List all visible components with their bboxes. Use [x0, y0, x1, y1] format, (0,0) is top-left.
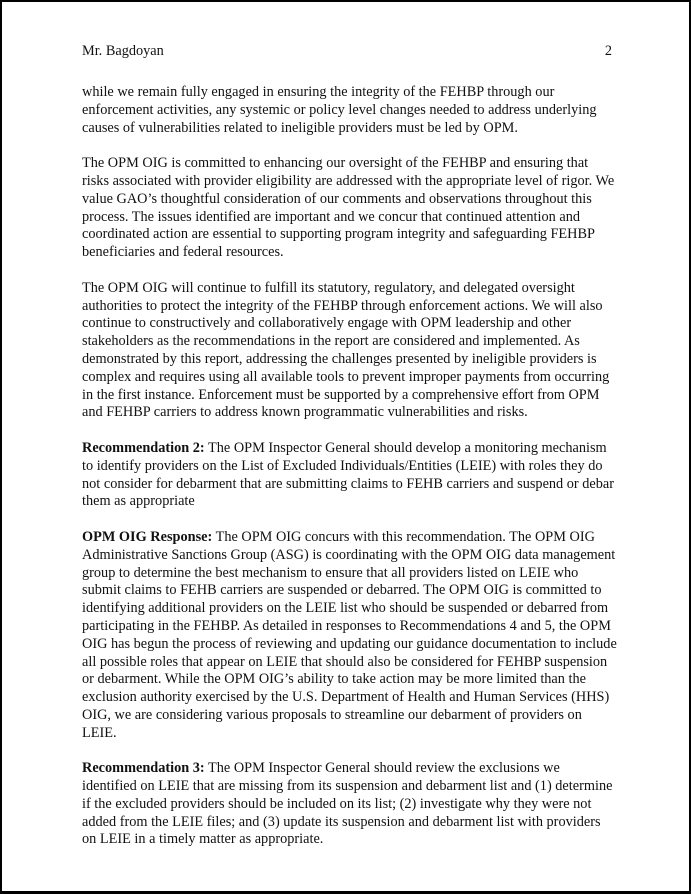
paragraph-commitment — [82, 155, 618, 262]
document-body — [82, 84, 618, 867]
recommendation-2-label: Recommendation 2: — [82, 439, 205, 456]
page-number: 2 — [604, 43, 612, 59]
paragraph-continuation — [82, 84, 618, 137]
oig-response — [82, 529, 618, 743]
recommendation-2 — [82, 440, 618, 511]
recommendation-3-label: Recommendation 3: — [82, 760, 205, 777]
recommendation-3-text: The OPM Inspector General should review the exclusions we identified on LEIE that are missing from its suspension and debarment list and (1) determine if the excluded providers should be included on its list; (2) investigate why they were not added from the LEIE files; and (3) update its suspension and debarment list with providers on LEIE in a timely matter as appropriate. — [82, 760, 613, 848]
oig-response-label: OPM OIG Response: — [82, 528, 213, 545]
oig-response-text: The OPM OIG concurs with this recommendation. The OPM OIG Administrative Sanctions Group (ASG) is coordinating with the OPM OIG data management group to determine the best mechanism to ensure that all providers listed on LEIE who submit claims to FEHB carriers are suspended or debarred. The OPM OIG is committed to identifying additional providers on the LEIE list who should be suspended or debarred from participating in the FEHBP. As detailed in responses to Recommendations 4 and 5, the OPM OIG has begun the process of reviewing and updating our guidance documentation to include all possible roles that appear on LEIE that should also be considered for FEHBP suspension or debarment. While the OPM OIG’s ability to take action may be more limited than the exclusion authority exercised by the U.S. Department of Health and Human Services (HHS) OIG, we are considering various proposals to streamline our debarment of providers on LEIE. — [82, 528, 617, 741]
paragraph-text: The OPM OIG is committed to enhancing our oversight of the FEHBP and ensuring that risks associated with provider eligibility are addressed with the appropriate level of rigor. We value GAO’s thoughtful consideration of our comments and observations throughout this process. The issues identified are important and we concur that continued attention and coordinated action are essential to supporting program integrity and safeguarding FEHBP beneficiaries and federal resources. — [82, 155, 615, 261]
addressee: Mr. Bagdoyan — [82, 43, 164, 59]
paragraph-text: while we remain fully engaged in ensuring the integrity of the FEHBP through our enforcement activities, any systemic or policy level changes needed to address underlying causes of vulnerabilities related to ineligible providers must be led by OPM. — [82, 84, 597, 136]
recommendation-2-text: The OPM Inspector General should develop a monitoring mechanism to identify providers on the List of Excluded Individuals/Entities (LEIE) with roles they do not consider for debarment that are submitting claims to FEHB carriers and suspend or debar them as appropriate — [82, 439, 615, 510]
recommendation-3 — [82, 760, 618, 849]
paragraph-oversight — [82, 280, 618, 422]
paragraph-text: The OPM OIG will continue to fulfill its statutory, regulatory, and delegated oversight authorities to protect the integrity of the FEHBP through enforcement actions. We will also continue to constructively and collaboratively engage with OPM leadership and other stakeholders as the recommendations in the report are considered and implemented. As demonstrated by this report, addressing the challenges presented by ineligible providers is complex and requires using all available tools to prevent improper payments from occurring in the first instance. Enforcement must be supported by a comprehensive effort from OPM and FEHBP carriers to address known programmatic vulnerabilities and risks. — [82, 279, 610, 421]
